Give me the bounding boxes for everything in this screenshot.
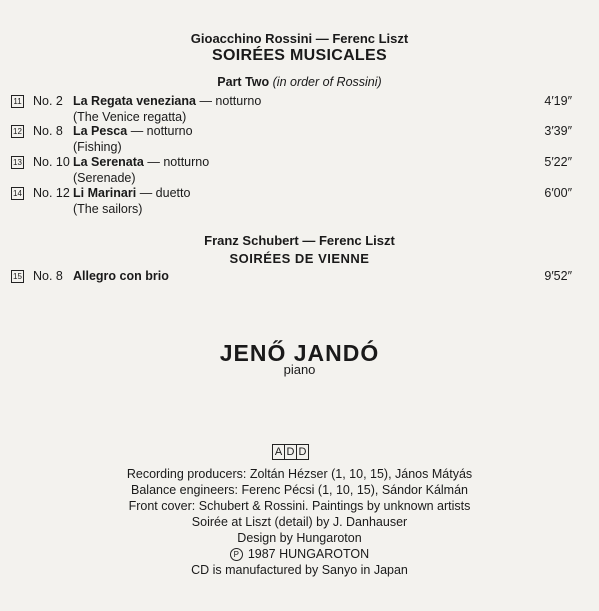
track-number: No. 8	[33, 124, 63, 138]
track-form: — notturno	[195, 94, 262, 108]
track-number: No. 12	[33, 186, 70, 200]
track-title-line	[73, 124, 193, 138]
sparcode-letter: D	[284, 445, 296, 459]
track-duration: 9′52″	[544, 269, 572, 283]
composers-heading-2: Franz Schubert — Ferenc Liszt	[204, 233, 395, 248]
credit-recording: Recording producers: Zoltán Hézser (1, 10, 15), János Mátyás	[126, 467, 473, 481]
track-duration: 3′39″	[544, 124, 572, 138]
track-form: — notturno	[127, 124, 193, 138]
performer-name: JENŐ JANDÓ	[219, 340, 380, 366]
part-heading	[0, 75, 599, 89]
credit-copyright-line	[0, 546, 599, 562]
track-number: No. 2	[33, 94, 63, 108]
track-translation: (Serenade)	[73, 171, 136, 185]
phonogram-icon: P	[230, 548, 243, 561]
track-duration: 6′00″	[544, 186, 572, 200]
credit-cover: Front cover: Schubert & Rossini. Paintings by unknown artists	[128, 499, 471, 513]
track-title-line	[73, 186, 190, 200]
track-number: No. 10	[33, 155, 70, 169]
track-form: — duetto	[136, 186, 191, 200]
sparcode-letter: A	[274, 446, 283, 458]
track-title-line	[73, 155, 209, 169]
track-title: La Regata veneziana	[73, 94, 196, 108]
track-index-box: 12	[11, 125, 24, 138]
track-title: Li Marinari	[73, 186, 137, 200]
track-title: La Pesca	[73, 124, 128, 138]
track-index-box: 14	[11, 187, 24, 200]
work-title-2: SOIRÉES DE VIENNE	[229, 251, 370, 266]
work-title: SOIRÉES MUSICALES	[212, 47, 387, 64]
performer-instrument: piano	[283, 362, 316, 377]
part-note: (in order of Rossini)	[272, 75, 382, 89]
sparcode-letter: D	[296, 445, 308, 459]
credit-manufacture: CD is manufactured by Sanyo in Japan	[191, 563, 408, 577]
track-title: Allegro con brio	[73, 269, 169, 283]
sparcode-box	[272, 444, 309, 460]
credit-design: Design by Hungaroton	[237, 531, 362, 545]
track-index-box: 11	[11, 95, 24, 108]
track-form: — notturno	[143, 155, 210, 169]
track-index-box: 13	[11, 156, 24, 169]
track-translation: (The sailors)	[73, 202, 143, 216]
track-number: No. 8	[33, 269, 63, 283]
track-index-box: 15	[11, 270, 24, 283]
credit-cover-detail: Soirée at Liszt (detail) by J. Danhauser	[191, 515, 408, 529]
track-title-line	[73, 269, 169, 283]
composers-heading: Gioacchino Rossini — Ferenc Liszt	[190, 31, 409, 46]
track-translation: (Fishing)	[73, 140, 122, 154]
track-title: La Serenata	[73, 155, 144, 169]
credit-copyright: 1987 HUNGAROTON	[247, 547, 370, 561]
credit-balance: Balance engineers: Ferenc Pécsi (1, 10, 15), Sándor Kálmán	[131, 483, 468, 497]
track-duration: 4′19″	[544, 94, 572, 108]
track-title-line	[73, 94, 261, 108]
credits-block	[0, 466, 599, 578]
track-duration: 5′22″	[544, 155, 572, 169]
part-label: Part Two	[217, 75, 270, 89]
track-translation: (The Venice regatta)	[73, 110, 187, 124]
